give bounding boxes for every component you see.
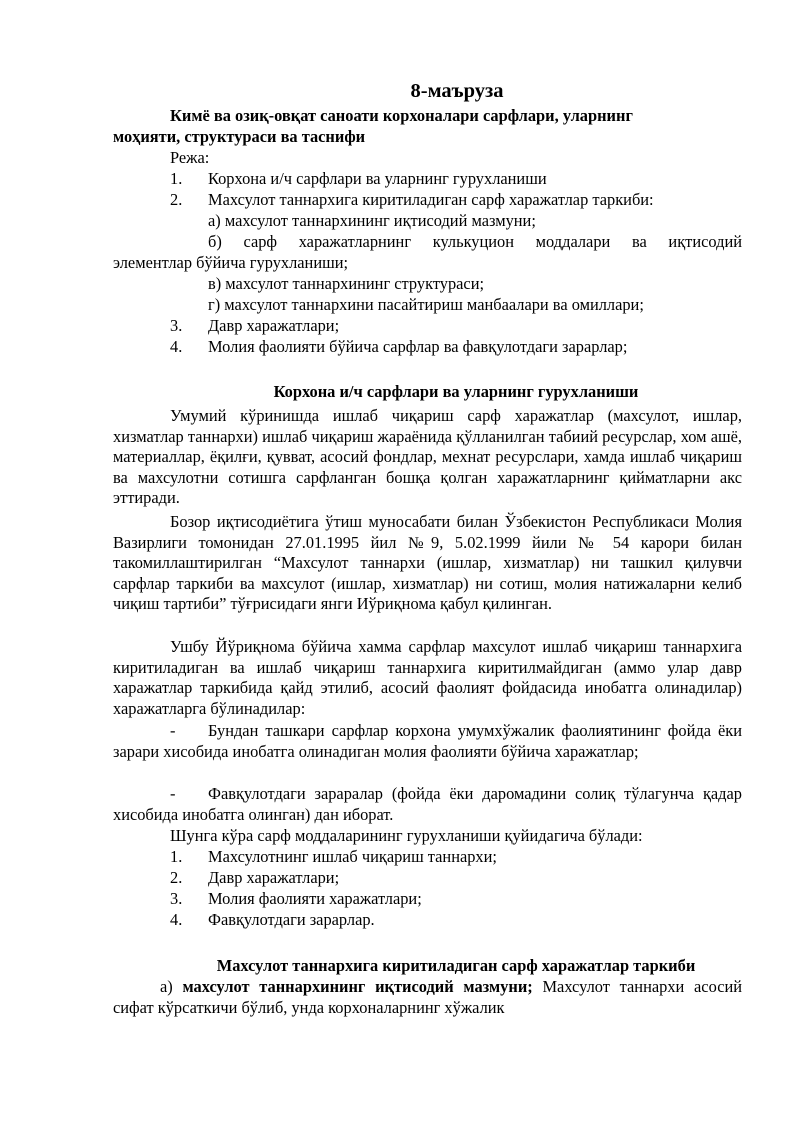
plan-item-number: 2. [170,190,183,209]
paragraph: Бозор иқтисодиётига ўтиш муносабати билан Ўзбекистон Республикаси Молия Вазирлиги томонидан 27.01.1995 йил №9, 5.02.1999 йили № 54 карори билан такомиллаштирилган “Махсулот таннархи (ишлар, хизматлар) ни ташкил қилувчи сарфлар таркиби ва махсулот (ишлар, хизматлар) ни сотиш, молия натижаларни келиб чиқиш тартиби” тўғрисидаги янги Иўриқнома қабул қилинган. [113,512,742,614]
list-item-number: 4. [170,910,183,929]
plan-item-number: 4. [170,337,183,356]
plan-subitem-a: а) махсулот таннархининг иқтисодий мазмуни; [208,211,536,230]
subtitle-line-1: Кимё ва озиқ-овқат саноати корхоналари сарфлари, уларнинг [170,106,633,125]
list-item-text: Махсулотнинг ишлаб чиқариш таннархи; [208,847,497,866]
section-heading: Махсулот таннархига киритиладиган сарф харажатлар таркиби [216,956,696,975]
paragraph-lead: а) [160,977,183,996]
list-item-text: Молия фаолияти харажатлари; [208,889,422,908]
dash-marker: - [170,721,176,740]
lecture-title: 8-маъруза [410,80,504,102]
plan-subitem-d: г) махсулот таннархини пасайтириш манбаалари ва омиллари; [208,295,644,314]
plan-item-text: Молия фаолияти бўйича сарфлар ва фавқулотдаги зарарлар; [208,337,628,356]
plan-subitem-b-line-2: элементлар бўйича гурухланиши; [113,253,349,272]
list-item-text: Фавқулотдаги зарарлар. [208,910,375,929]
paragraph: Ушбу Йўриқнома бўйича хамма сарфлар махсулот ишлаб чиқариш таннархига киритиладиган ва ишлаб чиқариш таннархига киритилмайдиган (аммо улар давр харажатлар таркибида қайд этилиб, асосий фаолият фойдасида инобатга олинадилар) харажатларга бўлинадилар: [113,637,742,718]
paragraph-bold-term: махсулот таннархининг иқтисодий мазмуни; [182,977,533,996]
subtitle [113,106,742,147]
paragraph: Шунга кўра сарф моддаларининг гурухланиши қуйидагича бўлади: [170,826,643,845]
paragraph-text: Махсулот таннархи асосий сифат кўрсаткичи бўлиб, унда корхоналарнинг хўжалик [113,977,743,1017]
plan-item-number: 1. [170,169,183,188]
list-item-number: 3. [170,889,183,908]
section-heading: Корхона и/ч сарфлари ва уларнинг гурухланиши [273,382,639,401]
dash-item: Фавқулотдаги зараралар (фойда ёки даромадини солиқ тўлагунча қадар хисобида инобатга олинган) дан иборат. [113,784,742,824]
list-item-number: 2. [170,868,183,887]
plan-subitem-c: в) махсулот таннархининг структураси; [208,274,485,293]
plan-subitem-b-line-1: б) сарф харажатларнинг кулькуцион моддалари ва иқтисодий [208,232,742,251]
paragraph: Умумий кўринишда ишлаб чиқариш сарф харажатлар (махсулот, ишлар, хизматлар таннархи) ишлаб чиқариш жараёнида қўлланилган табиий ресурслар, хом ашё, материаллар, ёқилғи, қувват, асосий фондлар, мехнат ресурслари, хамда ишлаб чиқариш ва махсулотни сотишга сарфланган бошқа қолган харажатларнинг қийматларни акс эттиради. [113,406,742,508]
plan-item-number: 3. [170,316,183,335]
paragraph [113,977,742,1018]
dash-marker: - [170,784,176,803]
plan-item-text: Корхона и/ч сарфлари ва уларнинг гурухланиши [208,169,547,188]
list-item-number: 1. [170,847,183,866]
list-item-text: Давр харажатлари; [208,868,340,887]
subtitle-line-2: моҳияти, структураси ва таснифи [113,126,366,146]
plan-item-text: Махсулот таннархига киритиладиган сарф харажатлар таркиби: [208,190,654,209]
plan-label: Режа: [170,148,210,167]
dash-item: Бундан ташкари сарфлар корхона умумхўжалик фаолиятининг фойда ёки зарари хисобида инобатга олинадиган молия фаолияти бўйича харажатлар; [113,721,742,761]
plan-item-text: Давр харажатлари; [208,316,340,335]
